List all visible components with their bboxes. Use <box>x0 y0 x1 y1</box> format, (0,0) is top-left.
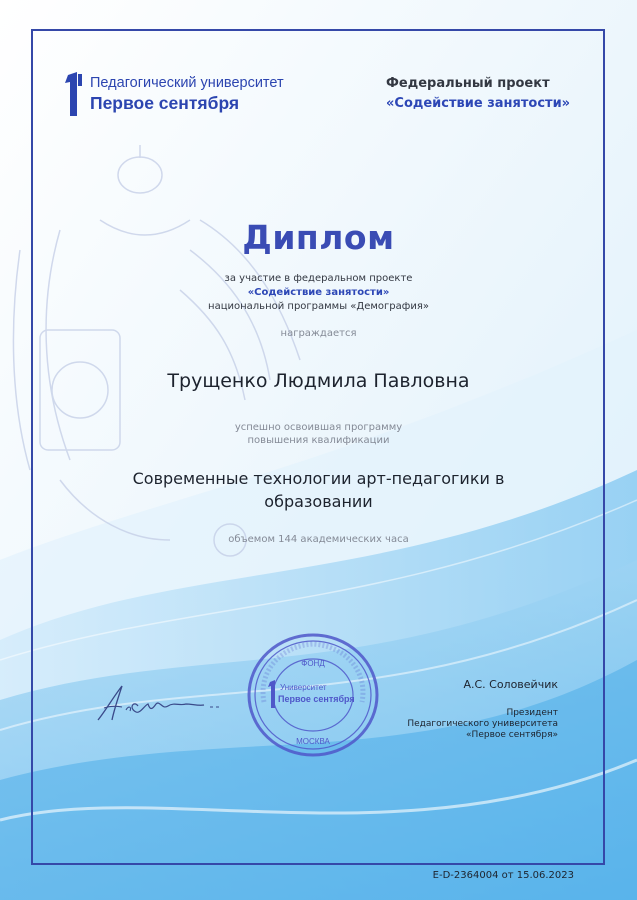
official-seal <box>246 632 380 758</box>
signatory-title-line3: «Первое сентября» <box>466 730 558 740</box>
awarded-label: награждается <box>280 328 357 339</box>
document-number: E-D-2364004 от 15.06.2023 <box>432 870 574 881</box>
signature-image <box>92 680 232 724</box>
seal-top-text: ФОНД <box>301 659 325 668</box>
course-volume: объемом 144 академических часа <box>228 534 409 545</box>
completed-line2: повышения квалификации <box>247 435 390 446</box>
org-line2: Первое сентября <box>90 93 240 113</box>
seal-logo-line1: Университет <box>280 683 327 692</box>
course-line2: образовании <box>264 492 373 511</box>
seal-bottom-text: МОСКВА <box>296 737 330 746</box>
signatory-title-line1: Президент <box>506 708 558 718</box>
course-line1: Современные технологии арт-педагогики в <box>132 469 505 488</box>
signatory-name: А.С. Соловейчик <box>463 678 558 691</box>
diploma-title: Диплом <box>242 218 395 257</box>
seal-logo-line2: Первое сентября <box>278 694 355 704</box>
participation-project: «Содействие занятости» <box>247 287 390 298</box>
participation-line2: национальной программы «Демография» <box>208 301 429 312</box>
recipient-name: Трущенко Людмила Павловна <box>167 370 470 392</box>
participation-line1: за участие в федеральном проекте <box>224 273 413 284</box>
signatory-title <box>407 708 558 741</box>
federal-project-label: Федеральный проект <box>386 76 550 91</box>
number-one-logo-icon <box>64 71 84 117</box>
federal-project-name: «Содействие занятости» <box>386 96 571 111</box>
org-line1: Педагогический университет <box>90 75 284 91</box>
completed-line1: успешно освоившая программу <box>234 422 403 433</box>
signatory-title-line2: Педагогического университета <box>407 719 558 729</box>
